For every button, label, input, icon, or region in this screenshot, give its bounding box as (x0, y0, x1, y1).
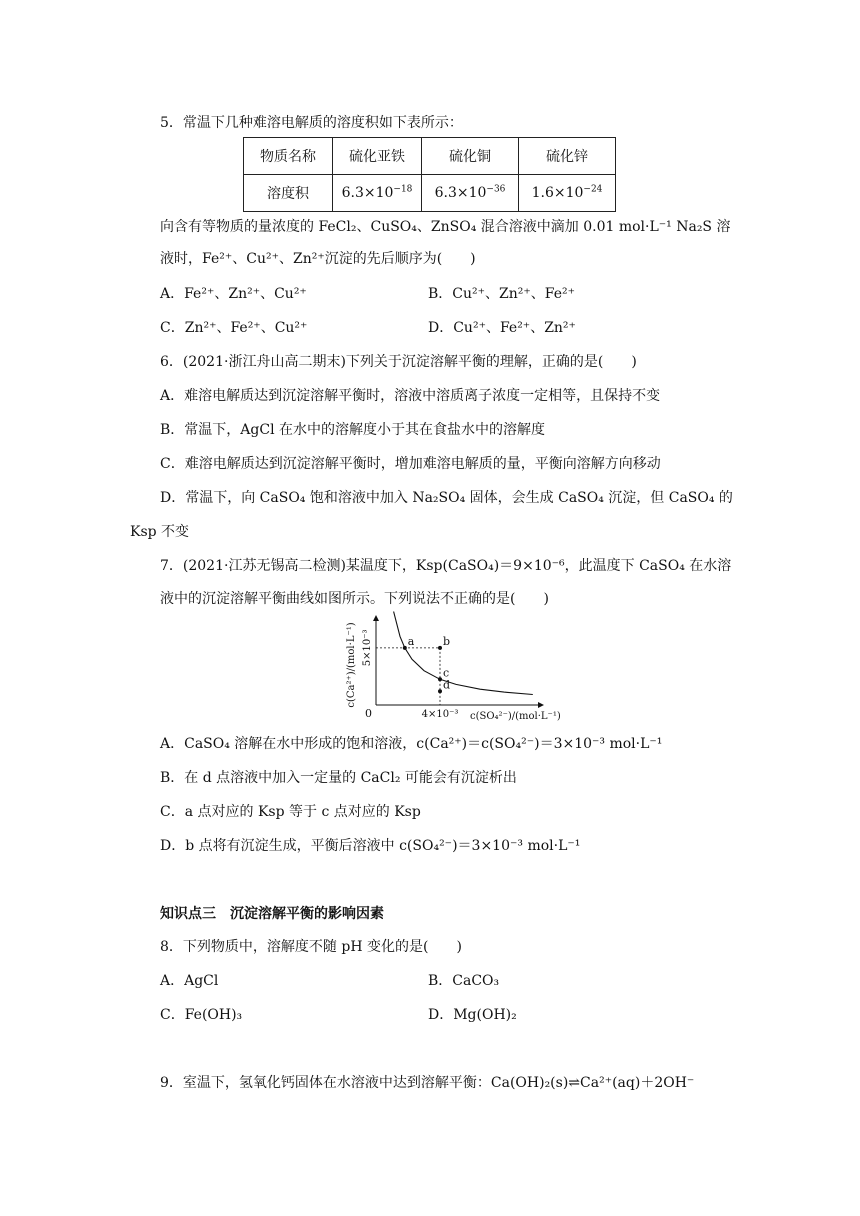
q8-option-b[interactable]: B．CaCO₃ (428, 973, 500, 989)
q5-option-c[interactable]: C．Zn²⁺、Fe²⁺、Cu²⁺ (160, 320, 308, 336)
q7-option-a[interactable]: A．CaSO₄ 溶解在水中形成的饱和溶液，c(Ca²⁺)＝c(SO₄²⁻)＝3×10⁻³ mol·L⁻¹ (160, 736, 663, 752)
section-heading: 知识点三 沉淀溶解平衡的影响因素 (160, 906, 384, 922)
q7-stem-line-2: 液中的沉淀溶解平衡曲线如图所示。下列说法不正确的是( ) (160, 591, 549, 607)
q6-option-b[interactable]: B．常温下，AgCl 在水中的溶解度小于其在食盐水中的溶解度 (160, 422, 545, 438)
origin-label: 0 (365, 707, 372, 720)
q8-option-c[interactable]: C．Fe(OH)₃ (160, 1007, 243, 1023)
y-axis-arrow (373, 615, 379, 621)
q5-body-line-2: 液时，Fe²⁺、Cu²⁺、Zn²⁺沉淀的先后顺序为( ) (160, 251, 476, 267)
point-label-a: a (407, 634, 415, 648)
q5-option-b[interactable]: B．Cu²⁺、Zn²⁺、Fe²⁺ (428, 286, 575, 302)
table-row (244, 175, 616, 212)
q7-option-b[interactable]: B．在 d 点溶液中加入一定量的 CaCl₂ 可能会有沉淀析出 (160, 770, 517, 786)
point-label-d: d (443, 678, 451, 692)
table-header-cell: 硫化锌 (519, 138, 616, 175)
q7-option-d[interactable]: D．b 点将有沉淀生成，平衡后溶液中 c(SO₄²⁻)＝3×10⁻³ mol·L⁻¹ (160, 838, 581, 854)
table-header-row (244, 138, 616, 175)
solubility-curve-chart (340, 617, 561, 727)
q9-stem: 9．室温下，氢氧化钙固体在水溶液中达到溶解平衡：Ca(OH)₂(s)⇌Ca²⁺(aq)＋2OH⁻ (160, 1075, 695, 1091)
x-axis-label: c(SO₄²⁻)/(mol·L⁻¹) (470, 711, 561, 722)
q7-option-c[interactable]: C．a 点对应的 Ksp 等于 c 点对应的 Ksp (160, 804, 421, 820)
q6-option-a[interactable]: A．难溶电解质达到沉淀溶解平衡时，溶液中溶质离子浓度一定相等，且保持不变 (160, 388, 661, 404)
q5-option-a[interactable]: A．Fe²⁺、Zn²⁺、Cu²⁺ (160, 286, 307, 302)
q8-stem: 8．下列物质中，溶解度不随 pH 变化的是( ) (160, 939, 462, 955)
q8-option-d[interactable]: D．Mg(OH)₂ (428, 1007, 517, 1023)
q6-option-d-continued: Ksp 不变 (130, 524, 190, 540)
q6-option-c[interactable]: C．难溶电解质达到沉淀溶解平衡时，增加难溶电解质的量，平衡向溶解方向移动 (160, 456, 661, 472)
point-d (438, 689, 442, 693)
q5-body-line-1: 向含有等物质的量浓度的 FeCl₂、CuSO₄、ZnSO₄ 混合溶液中滴加 0.01 mol·L⁻¹ Na₂S 溶 (160, 219, 731, 235)
table-row-label: 溶度积 (244, 175, 333, 212)
q5-option-d[interactable]: D．Cu²⁺、Fe²⁺、Zn²⁺ (428, 320, 576, 336)
point-label-b: b (443, 634, 451, 648)
y-tick-label: 5×10⁻³ (362, 629, 373, 667)
table-cell: $6.3\times 10^{-36}$ (422, 175, 519, 212)
q7-stem-line-1: 7．(2021·江苏无锡高二检测)某温度下，Ksp(CaSO₄)＝9×10⁻⁶，此温度下 CaSO₄ 在水溶 (160, 558, 732, 574)
q6-option-d[interactable]: D．常温下，向 CaSO₄ 饱和溶液中加入 Na₂SO₄ 固体，会生成 CaSO₄ 沉淀，但 CaSO₄ 的 (160, 490, 733, 506)
x-axis-arrow (538, 702, 544, 708)
table-header-cell: 硫化铜 (422, 138, 519, 175)
table-header-cell: 硫化亚铁 (333, 138, 422, 175)
point-a (403, 646, 407, 650)
y-axis-label: c(Ca²⁺)/(mol·L⁻¹) (346, 622, 357, 708)
table-header-cell: 物质名称 (244, 138, 333, 175)
q8-option-a[interactable]: A．AgCl (160, 973, 219, 989)
point-c (438, 677, 442, 681)
table-cell: $1.6\times 10^{-24}$ (519, 175, 616, 212)
point-b (438, 646, 442, 650)
q5-stem: 5．常温下几种难溶电解质的溶度积如下表所示： (160, 115, 463, 131)
q6-stem: 6．(2021·浙江舟山高二期末)下列关于沉淀溶解平衡的理解，正确的是( ) (160, 354, 637, 370)
equilibrium-curve (394, 612, 533, 695)
point-label-c: c (443, 666, 450, 680)
ksp-table (243, 137, 616, 212)
x-tick-label: 4×10⁻³ (421, 709, 459, 720)
table-cell: $6.3\times 10^{-18}$ (333, 175, 422, 212)
